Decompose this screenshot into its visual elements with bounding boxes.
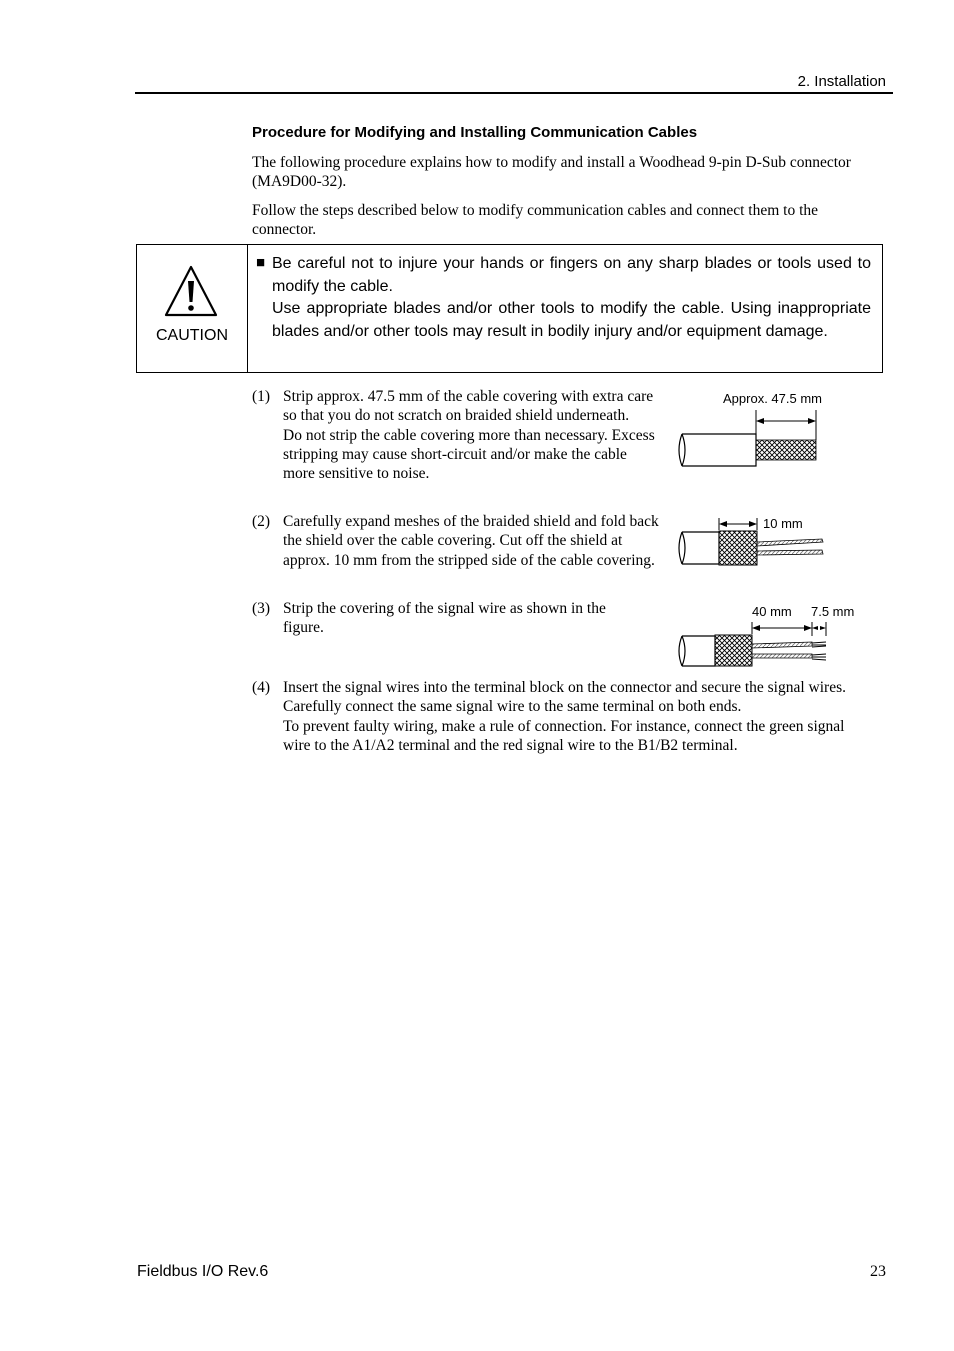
step-number: (2) — [252, 513, 271, 530]
step-text: Insert the signal wires into the terminal block on the connector and secure the signal wires. Carefully connect the same signal wire to the same terminal on both ends. — [283, 679, 846, 716]
footer-title: Fieldbus I/O Rev.6 — [137, 1263, 269, 1280]
caution-box — [136, 244, 883, 373]
header-rule — [135, 92, 893, 94]
section-heading: Procedure for Modifying and Installing Communication Cables — [252, 124, 698, 141]
dimension-label: 7.5 mm — [811, 604, 855, 619]
step-number: (4) — [252, 679, 271, 696]
caution-text — [256, 253, 871, 343]
step-number: (1) — [252, 388, 271, 405]
step-text: Do not strip the cable covering more than necessary. Excess stripping may cause short-circuit and/or make the cable more sensitive to noise. — [283, 426, 655, 483]
dimension-label: 10 mm — [763, 516, 803, 531]
cable-strip-diagram — [672, 385, 852, 475]
caution-label: CAUTION — [156, 327, 228, 344]
shield-fold-diagram — [672, 510, 852, 574]
intro-paragraph-2: Follow the steps described below to modify communication cables and connect them to the connector. — [252, 202, 819, 238]
page-number: 23 — [870, 1263, 886, 1280]
figure-strip-signal-wire — [672, 598, 872, 670]
page-header — [0, 0, 954, 100]
figure-strip-cable — [672, 385, 852, 475]
step-text: Strip the covering of the signal wire as shown in the figure. — [283, 600, 606, 637]
step-text: To prevent faulty wiring, make a rule of connection. For instance, connect the green signal wire to the A1/A2 terminal and the red signal wire to the B1/B2 terminal. — [283, 717, 845, 754]
figure-fold-shield — [672, 510, 852, 574]
signal-wire-diagram — [672, 598, 872, 670]
caution-line-2: Use appropriate blades and/or other tools to modify the cable. Using inappropriate blades and/or other tools may result in bodily injury and/or equipment damage. — [272, 300, 871, 340]
content-heading — [252, 124, 872, 141]
intro-paragraph-1: The following procedure explains how to modify and install a Woodhead 9-pin D-Sub connector (MA9D00-32). — [252, 154, 851, 190]
step-text: Strip approx. 47.5 mm of the cable covering with extra care so that you do not scratch on braided shield underneath. — [283, 388, 654, 425]
dimension-label: 40 mm — [752, 604, 792, 619]
section-label: 2. Installation — [797, 73, 886, 90]
caution-line-1: Be careful not to injure your hands or fingers on any sharp blades or tools used to modify the cable. — [272, 255, 871, 295]
bullet-square-icon: ■ — [256, 254, 266, 271]
warning-triangle-icon — [163, 264, 219, 318]
dimension-label: Approx. 47.5 mm — [723, 391, 822, 406]
caution-icon-cell — [137, 245, 248, 372]
step-text: Carefully expand meshes of the braided shield and fold back the shield over the cable covering. Cut off the shield at approx. 10 mm from the stripped side of the cable covering. — [283, 513, 659, 569]
step-number: (3) — [252, 600, 271, 617]
